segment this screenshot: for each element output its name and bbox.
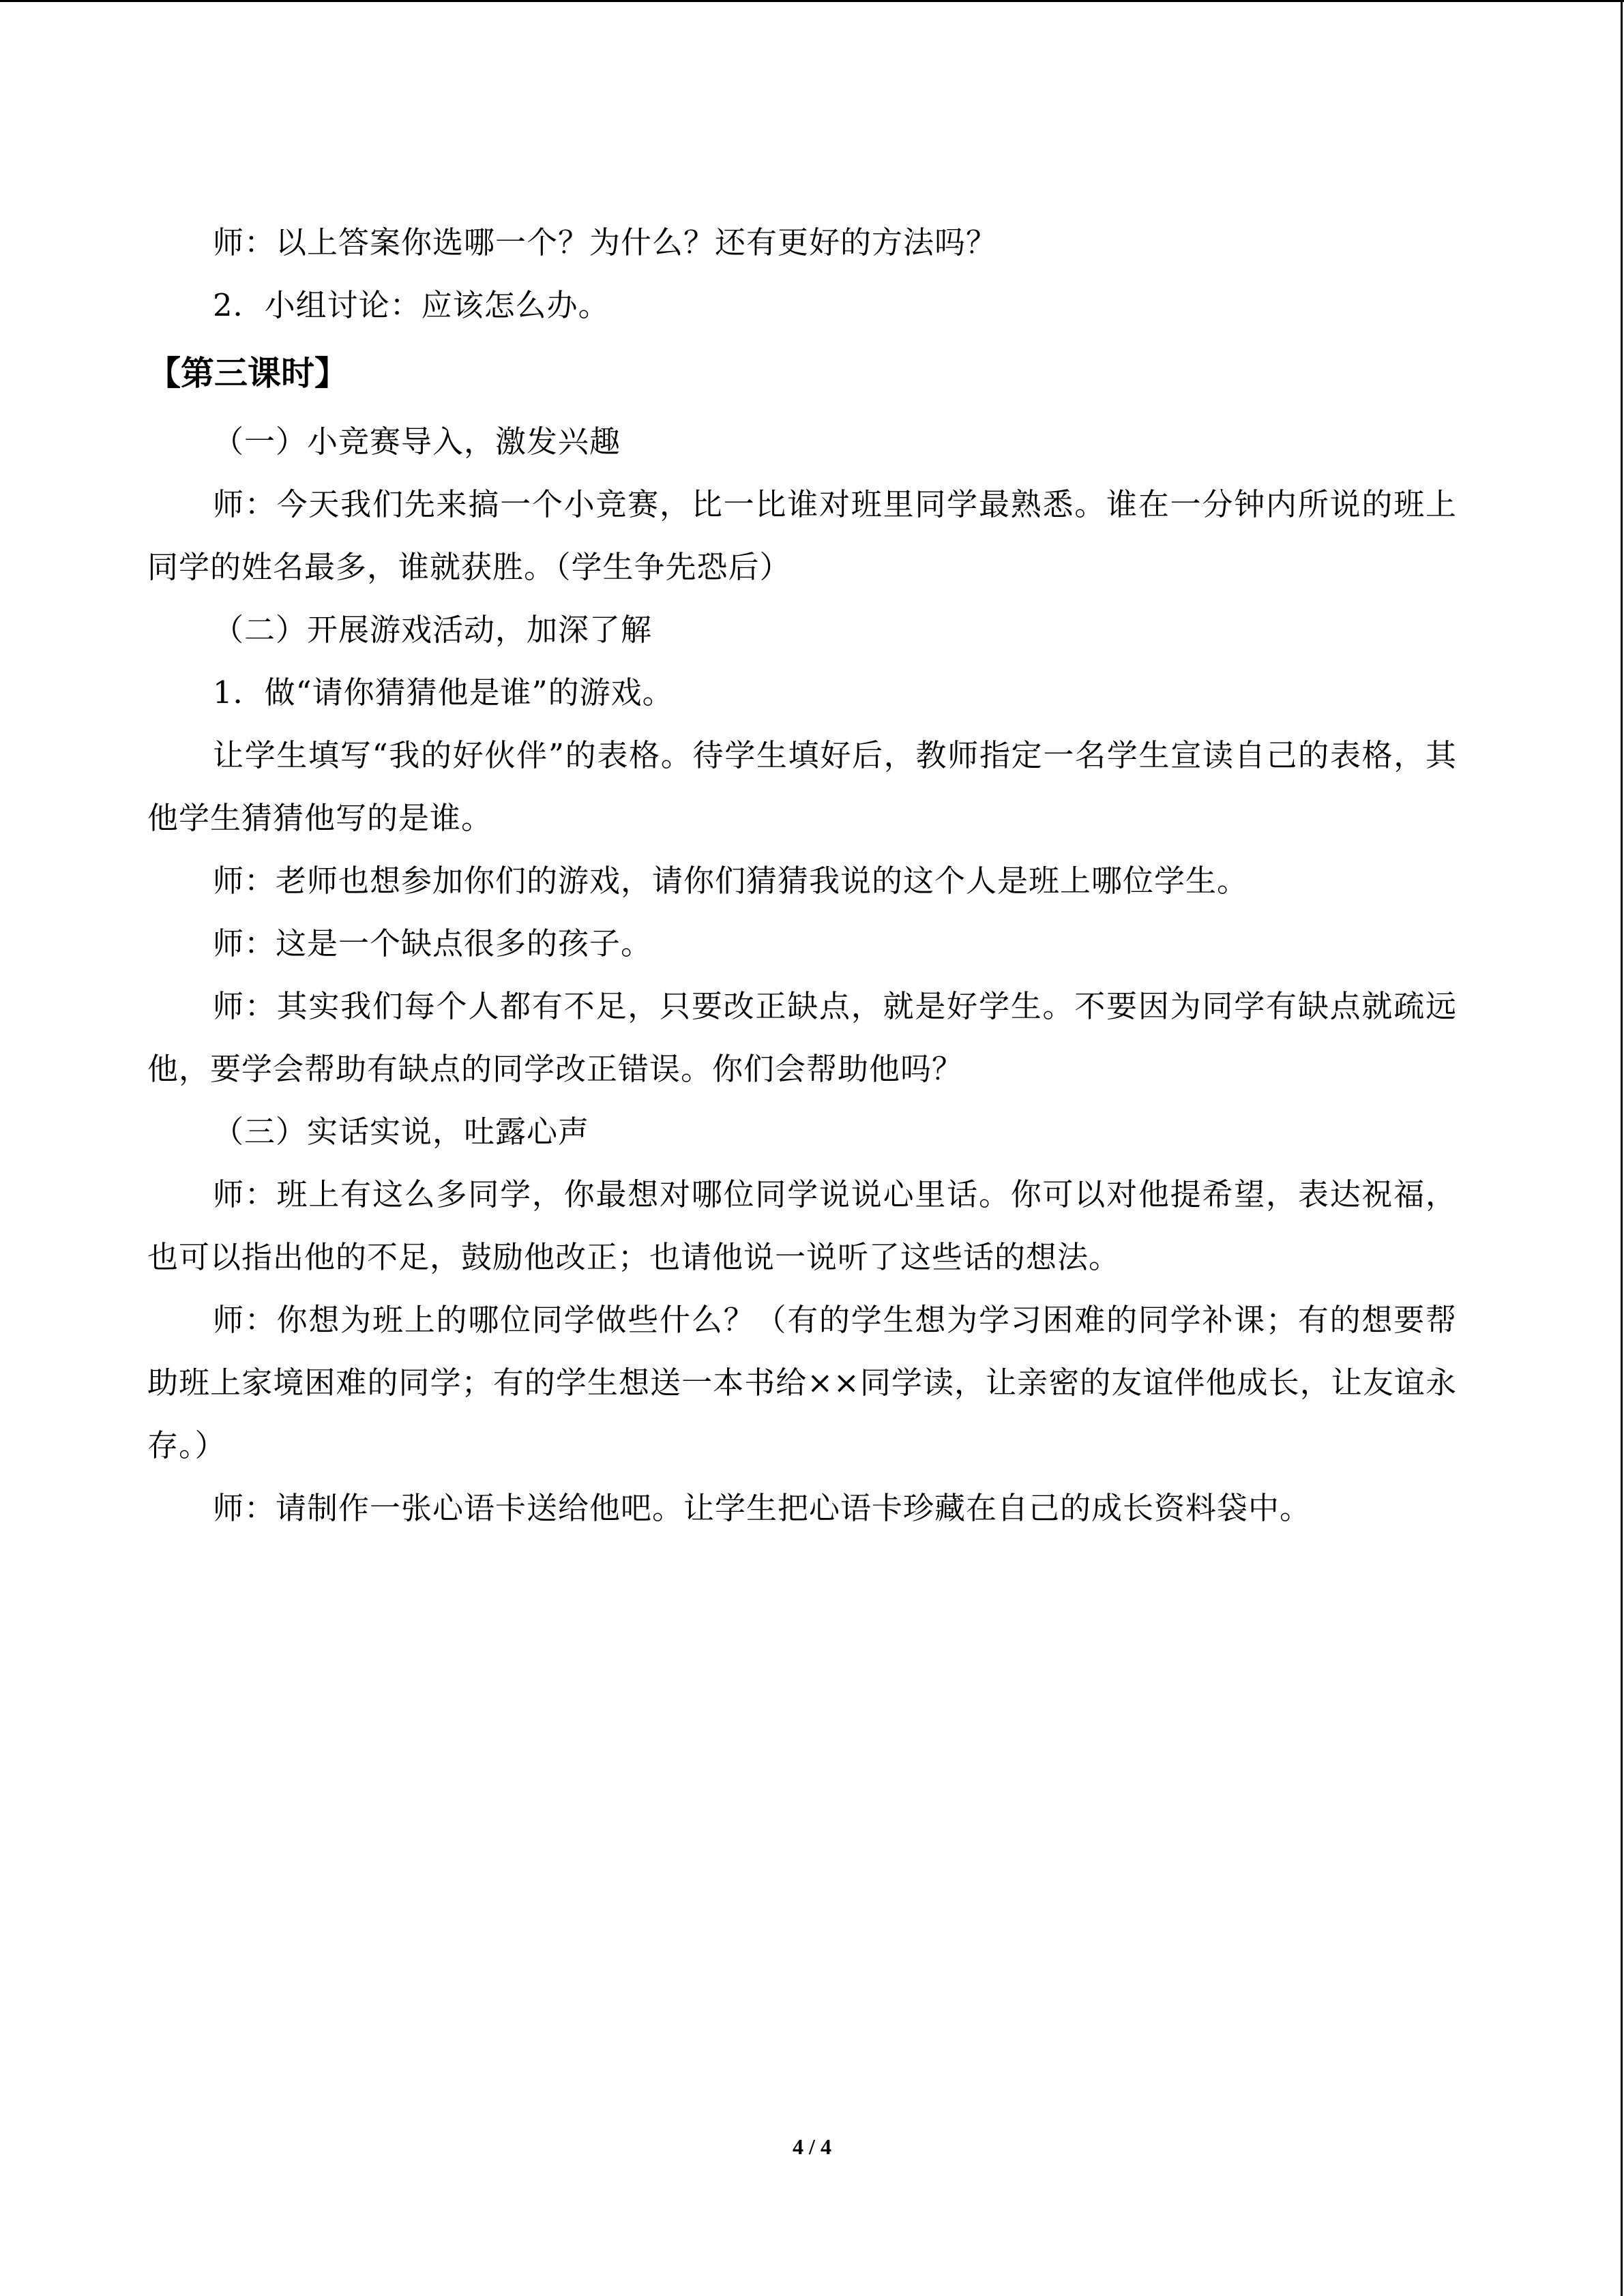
paragraph-group-discussion: 2．小组讨论：应该怎么办。 bbox=[213, 287, 610, 323]
paragraph-teacher-question: 师：以上答案你选哪一个？为什么？还有更好的方法吗？ bbox=[213, 224, 998, 260]
paragraph-heart-card: 师：请制作一张心语卡送给他吧。让学生把心语卡珍藏在自己的成长资料袋中。 bbox=[213, 1490, 1312, 1526]
paragraph-help-classmate: 师：你想为班上的哪位同学做些什么？（有的学生想为学习困难的同学补课；有的想要帮助班上家境困难的同学；有的学生想送一本书给××同学读，让亲密的友谊伴他成长，让友谊永存。） bbox=[147, 1302, 1457, 1463]
page-number: 4 / 4 bbox=[793, 2134, 831, 2159]
paragraph-game-form: 让学生填写“我的好伙伴”的表格。待学生填好后，教师指定一名学生宣读自己的表格，其他学生猜猜他写的是谁。 bbox=[147, 737, 1457, 836]
section-heading: 【第三课时】 bbox=[147, 354, 349, 393]
subheading-competition: （一）小竞赛导入，激发兴趣 bbox=[213, 423, 621, 460]
paragraph-teacher-join: 师：老师也想参加你们的游戏，请你们猜猜我说的这个人是班上哪位学生。 bbox=[213, 863, 1249, 899]
document-body bbox=[147, 211, 1457, 1540]
right-border-line bbox=[1621, 0, 1623, 2296]
paragraph-heart-talk: 师：班上有这么多同学，你最想对哪位同学说说心里话。你可以对他提希望，表达祝福，也可以指出他的不足，鼓励他改正；也请他说一说听了这些话的想法。 bbox=[147, 1176, 1457, 1275]
top-border-line bbox=[0, 0, 1624, 2]
subheading-game: （二）开展游戏活动，加深了解 bbox=[213, 612, 653, 648]
paragraph-competition: 师：今天我们先来搞一个小竞赛，比一比谁对班里同学最熟悉。谁在一分钟内所说的班上同学的姓名最多，谁就获胜。（学生争先恐后） bbox=[147, 486, 1457, 585]
paragraph-teacher-hint: 师：这是一个缺点很多的孩子。 bbox=[213, 925, 653, 961]
paragraph-teacher-advice: 师：其实我们每个人都有不足，只要改正缺点，就是好学生。不要因为同学有缺点就疏远他，要学会帮助有缺点的同学改正错误。你们会帮助他吗？ bbox=[147, 988, 1457, 1087]
paragraph-game-title: 1．做“请你猜猜他是谁”的游戏。 bbox=[213, 674, 674, 711]
subheading-heart-talk: （三）实话实说，吐露心声 bbox=[213, 1114, 590, 1150]
